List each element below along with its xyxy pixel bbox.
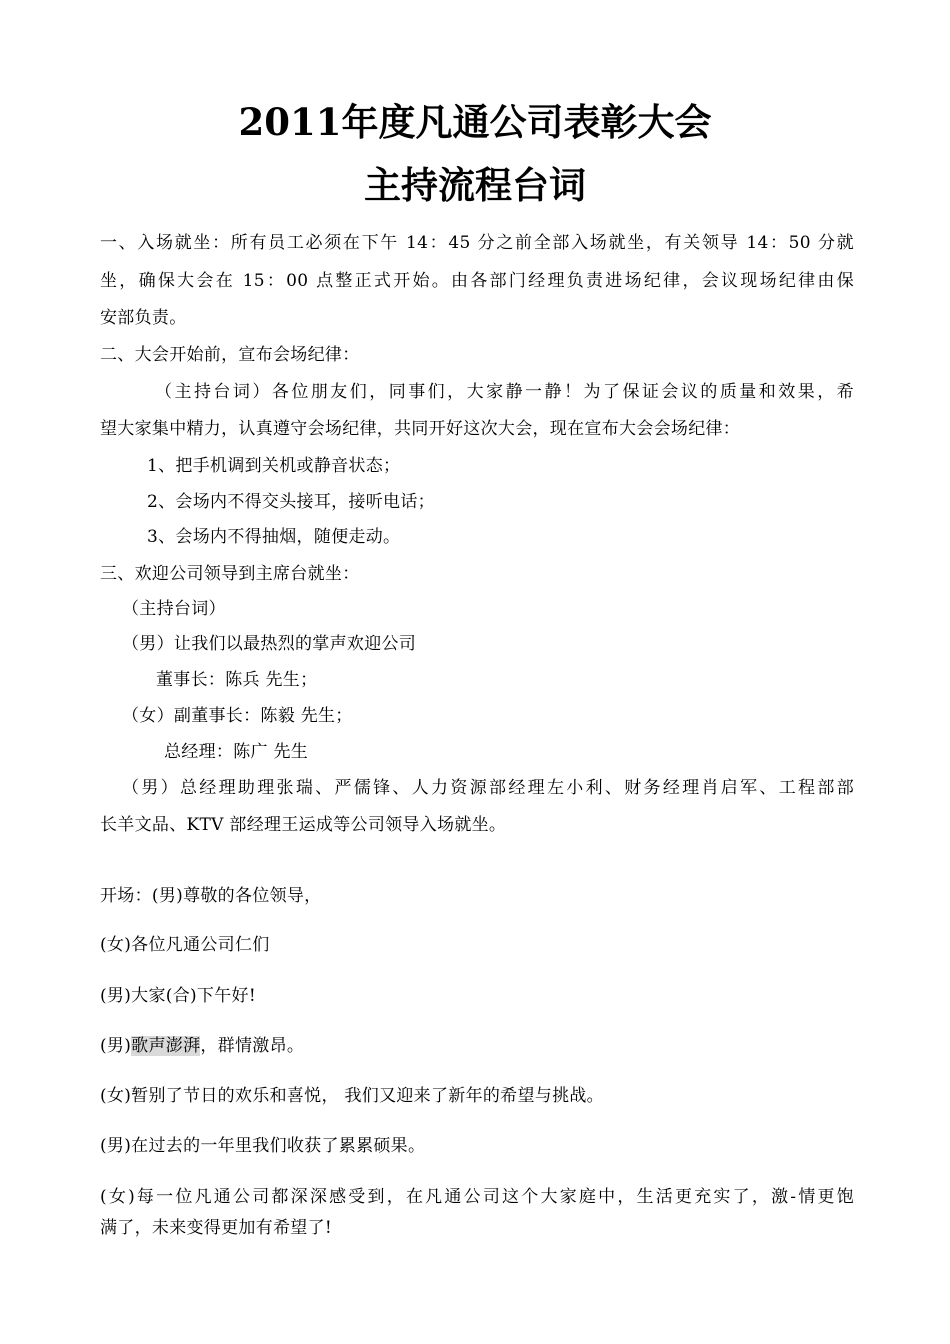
section1-line1: 一、入场就坐：所有员工必须在下午 14：45 分之前全部入场就坐，有关领导 14：50 分就	[100, 233, 854, 253]
opening-line7a: (女)每一位凡通公司都深深感受到，在凡通公司这个大家庭中，生活更充实了，激-情更饱	[100, 1187, 854, 1207]
section3-chairman: 董事长：陈兵 先生；	[156, 670, 318, 690]
section1-line2: 坐，确保大会在 15：00 点整正式开始。由各部门经理负责进场纪律，会议现场纪律由保	[100, 271, 854, 291]
section2-para-line2: 望大家集中精力，认真遵守会场纪律，共同开好这次大会，现在宣布大会会场纪律：	[100, 419, 741, 439]
opening-line5: (女)暂别了节日的欢乐和喜悦， 我们又迎来了新年的希望与挑战。	[100, 1086, 604, 1106]
section2-heading: 二、大会开始前，宣布会场纪律：	[100, 345, 360, 365]
opening-line3: (男)大家(合)下午好!	[100, 986, 256, 1006]
section1-line3: 安部负责。	[100, 308, 187, 328]
section3-male2-line2: 长羊文品、KTV 部经理王运成等公司领导入场就坐。	[100, 815, 507, 835]
opening-line4	[100, 1028, 854, 1064]
section3-host-label: （主持台词）	[122, 599, 226, 619]
document-title-line2: 主持流程台词	[364, 163, 586, 207]
section3-heading: 三、欢迎公司领导到主席台就坐：	[100, 564, 360, 584]
opening-line7b: 满了，未来变得更加有希望了!	[100, 1218, 333, 1238]
section3-gm: 总经理：陈广 先生	[164, 742, 309, 762]
opening-line4-prefix: (男)	[100, 1036, 132, 1056]
opening-line4-suffix: ，群情激昂。	[200, 1036, 305, 1056]
section2-para-line1: （主持台词）各位朋友们，同事们，大家静一静！为了保证会议的质量和效果，希	[155, 382, 854, 402]
opening-line6: (男)在过去的一年里我们收获了累累硕果。	[100, 1136, 426, 1156]
rule-item: 2、会场内不得交头接耳，接听电话；	[147, 492, 435, 512]
opening-line1: 开场：(男)尊敬的各位领导，	[100, 886, 322, 906]
opening-line2: (女)各位凡通公司仁们	[100, 935, 270, 955]
rule-item: 1、把手机调到关机或静音状态；	[147, 456, 401, 476]
highlighted-text: 歌声澎湃	[131, 1036, 201, 1056]
document-title-line1: 2011年度凡通公司表彰大会	[238, 100, 712, 144]
section3-female1: （女）副董事长：陈毅 先生；	[122, 706, 353, 726]
section3-male1: （男）让我们以最热烈的掌声欢迎公司	[122, 634, 417, 654]
section3-male2-line1: （男）总经理助理张瑞、严儒锋、人力资源部经理左小利、财务经理肖启军、工程部部	[122, 778, 854, 798]
rule-item: 3、会场内不得抽烟，随便走动。	[147, 527, 401, 547]
